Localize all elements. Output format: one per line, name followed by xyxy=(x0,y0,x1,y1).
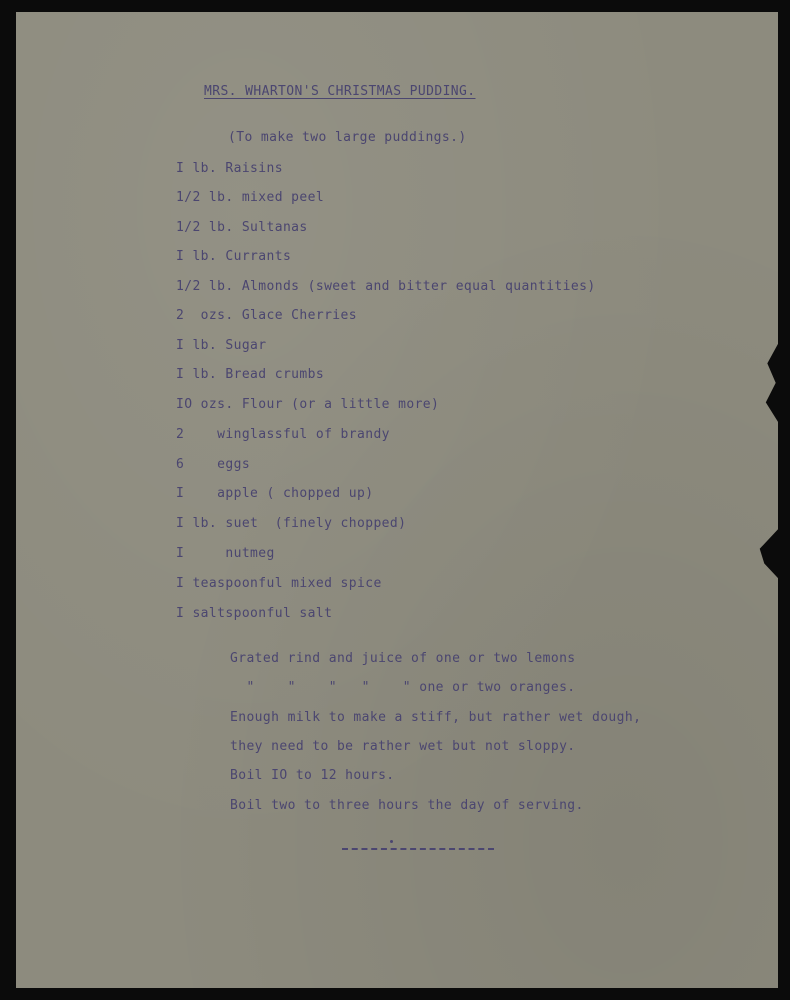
ingredient-line: I lb. suet (finely chopped) xyxy=(176,516,407,531)
ingredient-line: 1/2 lb. Almonds (sweet and bitter equal quantities) xyxy=(176,279,596,294)
instruction-line: Grated rind and juice of one or two lemons xyxy=(230,651,576,666)
dashed-rule xyxy=(342,848,494,850)
recipe-title: MRS. WHARTON'S CHRISTMAS PUDDING. xyxy=(204,84,476,99)
ingredient-line: I teaspoonful mixed spice xyxy=(176,576,382,591)
ingredient-line: IO ozs. Flour (or a little more) xyxy=(176,397,440,412)
paper-sheet xyxy=(16,12,778,988)
instruction-line: Boil two to three hours the day of serving. xyxy=(230,798,584,813)
ingredient-line: I lb. Bread crumbs xyxy=(176,367,325,382)
instruction-line: Enough milk to make a stiff, but rather wet dough, xyxy=(230,710,642,725)
ingredient-line: 6 eggs xyxy=(176,457,251,472)
ink-dot xyxy=(390,840,393,843)
ingredient-line: 2 ozs. Glace Cherries xyxy=(176,308,357,323)
ingredient-line: 2 winglassful of brandy xyxy=(176,427,390,442)
ingredient-line: 1/2 lb. Sultanas xyxy=(176,220,308,235)
ingredient-line: I lb. Raisins xyxy=(176,161,283,176)
instruction-line: they need to be rather wet but not sloppy. xyxy=(230,739,576,754)
ingredient-line: I lb. Sugar xyxy=(176,338,267,353)
ingredient-line: I nutmeg xyxy=(176,546,275,561)
ingredient-line: I lb. Currants xyxy=(176,249,292,264)
instruction-line: " " " " " one or two oranges. xyxy=(230,680,576,695)
recipe-subtitle: (To make two large puddings.) xyxy=(228,130,467,145)
ingredient-line: 1/2 lb. mixed peel xyxy=(176,190,325,205)
ingredient-line: I apple ( chopped up) xyxy=(176,486,374,501)
instruction-line: Boil IO to 12 hours. xyxy=(230,768,395,783)
ingredient-line: I saltspoonful salt xyxy=(176,606,333,621)
